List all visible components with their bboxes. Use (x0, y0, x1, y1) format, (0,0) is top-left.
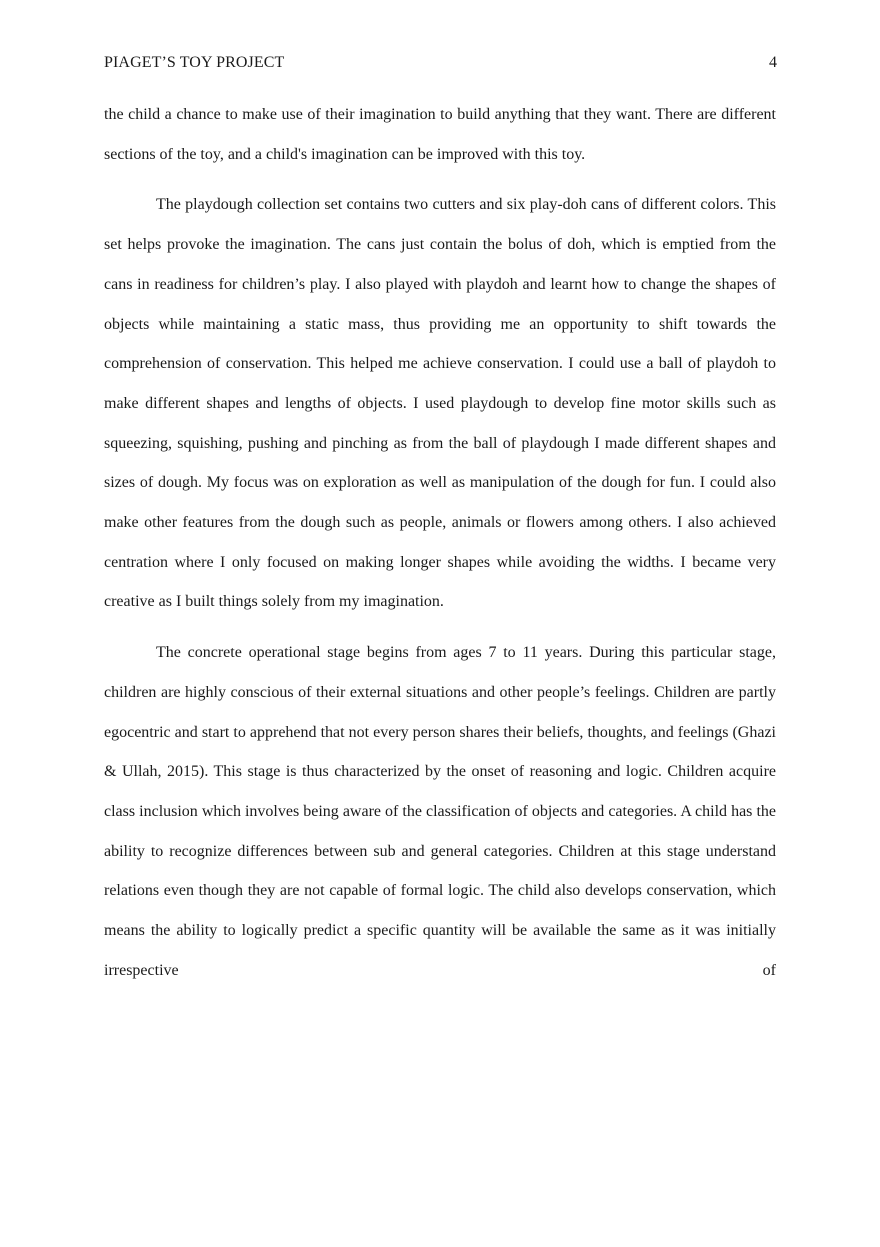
paragraph-continuation: the child a chance to make use of their imagination to build anything that they want. There are different sections of the toy, and a child's imagination can be improved with this toy. (104, 106, 776, 163)
paragraph-concrete-operational: The concrete operational stage begins from ages 7 to 11 years. During this particular stage, children are highly conscious of their external situations and other people’s feelings. Children are partly egocentric and start to apprehend that not every person shares their beliefs, thoughts, and feelings (Ghazi & Ullah, 2015). This stage is thus characterized by the onset of reasoning and logic. Children acquire class inclusion which involves being aware of the classification of objects and categories. A child has the ability to recognize differences between sub and general categories. Children at this stage understand relations even though they are not capable of formal logic. The child also develops conservation, which means the ability to logically predict a specific quantity will be available the same as it was initially irrespective of (104, 644, 776, 979)
running-head-title: PIAGET’S TOY PROJECT (104, 54, 285, 71)
page-number: 4 (769, 54, 777, 71)
paragraph-playdough: The playdough collection set contains two cutters and six play-doh cans of different colors. This set helps provoke the imagination. The cans just contain the bolus of doh, which is emptied from the cans in readiness for children’s play. I also played with playdoh and learnt how to change the shapes of objects while maintaining a static mass, thus providing me an opportunity to shift towards the comprehension of conservation. This helped me achieve conservation. I could use a ball of playdoh to make different shapes and lengths of objects. I used playdough to develop fine motor skills such as squeezing, squishing, pushing and pinching as from the ball of playdough I made different shapes and sizes of dough. My focus was on exploration as well as manipulation of the dough for fun. I could also make other features from the dough such as people, animals or flowers among others. I also achieved centration where I only focused on making longer shapes while avoiding the widths. I became very creative as I built things solely from my imagination. (104, 196, 776, 611)
body-text (104, 95, 776, 990)
running-head (104, 52, 777, 74)
